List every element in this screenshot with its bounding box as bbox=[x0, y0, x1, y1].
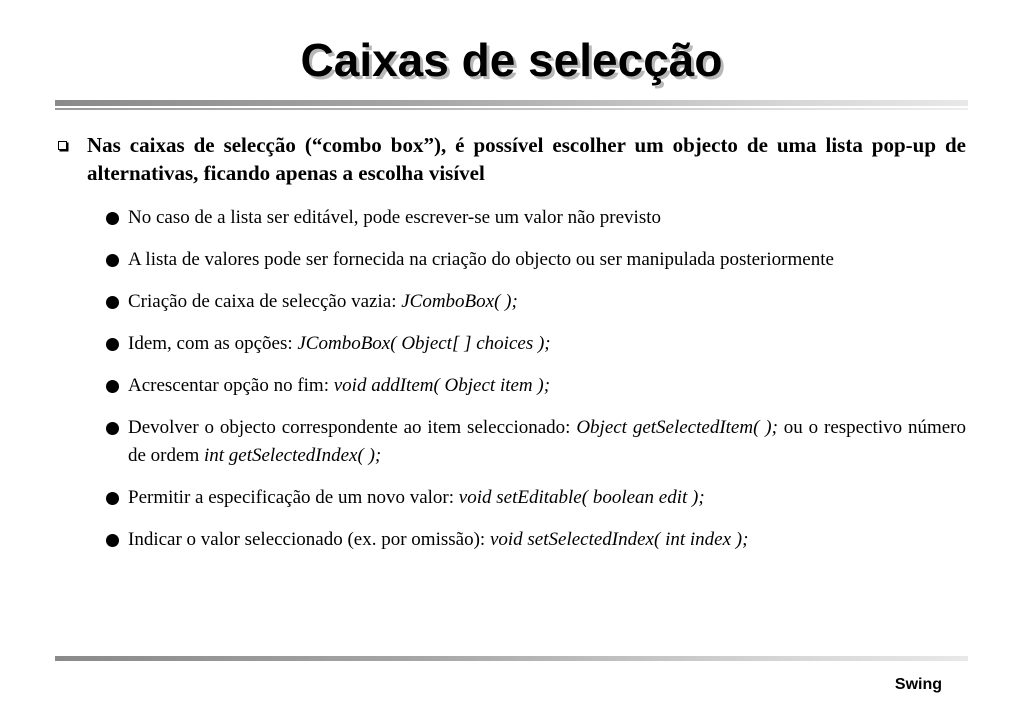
code-snippet: void setSelectedIndex( int index ); bbox=[489, 529, 749, 550]
sub-point-options-constructor bbox=[106, 330, 966, 358]
footer-divider bbox=[55, 656, 968, 661]
square-bullet-icon bbox=[58, 141, 67, 150]
sub-point-list-values bbox=[106, 246, 966, 274]
sub-point-text: No caso de a lista ser editável, pode escrever-se um valor não previsto bbox=[128, 207, 662, 228]
title-divider bbox=[55, 100, 968, 106]
footer-label: Swing bbox=[894, 676, 942, 693]
sub-point-text: Devolver o objecto correspondente ao item seleccionado: bbox=[128, 417, 577, 438]
main-point-text: Nas caixas de selecção (“combo box”), é possível escolher um objecto de uma lista pop-up de alternativas, ficando apenas a escolha visível bbox=[87, 133, 966, 185]
round-bullet-icon bbox=[106, 338, 119, 351]
round-bullet-icon bbox=[106, 534, 119, 547]
round-bullet-icon bbox=[106, 254, 119, 267]
sub-point-get-selected bbox=[106, 414, 966, 470]
code-snippet: void addItem( Object item ); bbox=[333, 375, 551, 396]
sub-point-list bbox=[106, 204, 966, 568]
sub-point-text: Permitir a especificação de um novo valor: bbox=[128, 487, 459, 508]
sub-point-text: Indicar o valor seleccionado (ex. por omissão): bbox=[128, 529, 490, 550]
sub-point-add-item bbox=[106, 372, 966, 400]
round-bullet-icon bbox=[106, 492, 119, 505]
code-snippet: void setEditable( boolean edit ); bbox=[458, 487, 705, 508]
code-snippet: JComboBox( ); bbox=[401, 291, 518, 312]
round-bullet-icon bbox=[106, 380, 119, 393]
round-bullet-icon bbox=[106, 422, 119, 435]
sub-point-editable-list bbox=[106, 204, 966, 232]
sub-point-text-continued: ou o respectivo número de ordem bbox=[128, 417, 967, 466]
code-snippet-secondary: int getSelectedIndex( ); bbox=[203, 445, 382, 466]
sub-point-empty-constructor bbox=[106, 288, 966, 316]
code-snippet: JComboBox( Object[ ] choices ); bbox=[297, 333, 551, 354]
sub-point-set-selected bbox=[106, 526, 966, 554]
slide-title: Caixas de selecção bbox=[300, 34, 723, 86]
sub-point-text: Acrescentar opção no fim: bbox=[128, 375, 334, 396]
sub-point-text: A lista de valores pode ser fornecida na criação do objecto ou ser manipulada posteriormente bbox=[128, 249, 834, 270]
sub-point-text: Criação de caixa de selecção vazia: bbox=[128, 291, 402, 312]
code-snippet: Object getSelectedItem( ); bbox=[576, 417, 778, 438]
sub-point-text: Idem, com as opções: bbox=[128, 333, 298, 354]
title-divider-thin bbox=[55, 108, 968, 110]
round-bullet-icon bbox=[106, 212, 119, 225]
sub-point-set-editable bbox=[106, 484, 966, 512]
round-bullet-icon bbox=[106, 296, 119, 309]
